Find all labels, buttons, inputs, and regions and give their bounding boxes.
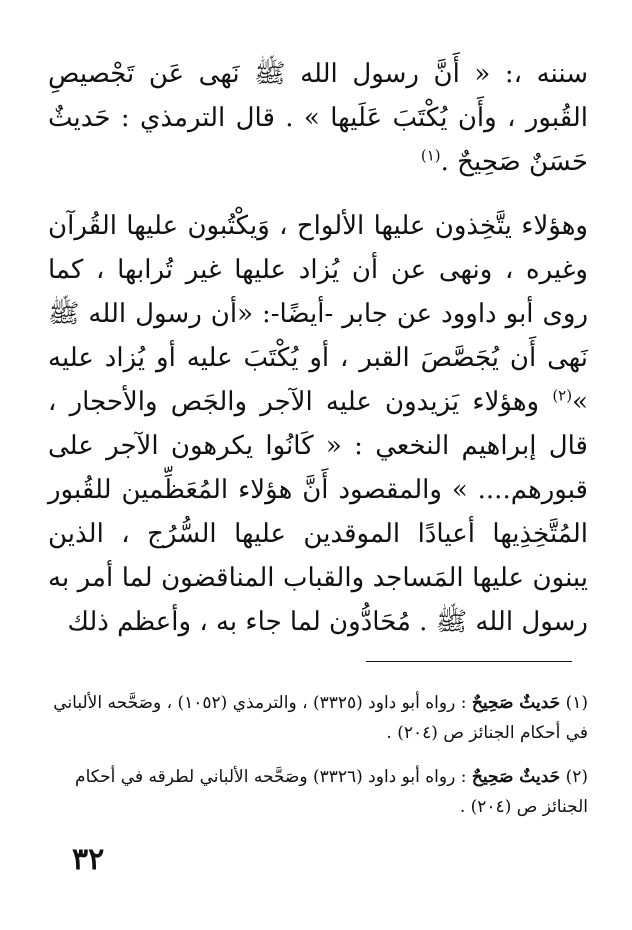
footnote-2-number: (٢) — [565, 767, 588, 787]
footnote-2-text: : رواه أبو داود (٣٣٢٦) وصَحَّحه الألباني لطرقه في أحكام الجنائز ص (٢٠٤) . — [75, 767, 588, 817]
footnote-1-text: : رواه أبو داود (٣٣٢٥) ، والترمذي (١٠٥٢) ، وصَحَّحه الألباني في أحكام الجنائز ص (٢٠٤) . — [53, 693, 588, 743]
page-number: ٣٢ — [72, 842, 105, 877]
footnote-1-grade: حَديثٌ صَحِيحٌ — [471, 693, 561, 713]
paragraph-2-continuation: وهؤلاء يَزيدون عليه الآجر والجَص والأحجار ، قال إبراهيم النخعي : « كَانُوا يكرهون الآجر على قبورهم.... » والمقصود أَنَّ هؤلاء المُعَظِّمين للقُبور المُتَّخِذِيها أعيادًا الموقدين عليها السُّرُج ، الذين يبنون عليها المَساجد والقباب المناقضون لما أمر به رسول الله ﷺ . مُحَادُّون لما جاء به ، وأعظم ذلك — [48, 387, 588, 637]
footnote-1-number: (١) — [565, 693, 588, 713]
paragraph-1-text: سننه ،: « أَنَّ رسول الله ﷺ نَهى عَن تَجْصيصِ القُبور ، وأَن يُكْتَبَ عَلَيها » . قال الترمذي : حَديثٌ حَسَنٌ صَحِيحٌ . — [48, 59, 588, 177]
footnote-2-grade: حَديثٌ صَحِيحٌ — [471, 767, 561, 787]
footnote-2 — [48, 762, 588, 822]
paragraph-2-text: وهؤلاء يتَّخِذون عليها الألواح ، وَيكْتُبون عليها القُرآن وغيره ، ونهى عن أن يُزاد عليها غير تُرابها ، كما روى أبو داوود عن جابر -أيضًا-: «أن رسول الله ﷺ نَهى أَن يُجَصَّصَ القبر ، أو يُكْتَبَ عليه أو يُزاد عليه » — [48, 211, 589, 417]
paragraph-2 — [48, 204, 588, 644]
main-text — [48, 52, 588, 644]
footnote-separator — [366, 661, 572, 662]
footnote-marker-2: (٢) — [552, 386, 573, 405]
paragraph-1 — [48, 52, 588, 184]
footnote-marker-1: (١) — [420, 146, 441, 165]
footnote-1 — [48, 688, 588, 748]
footnotes — [48, 688, 588, 822]
